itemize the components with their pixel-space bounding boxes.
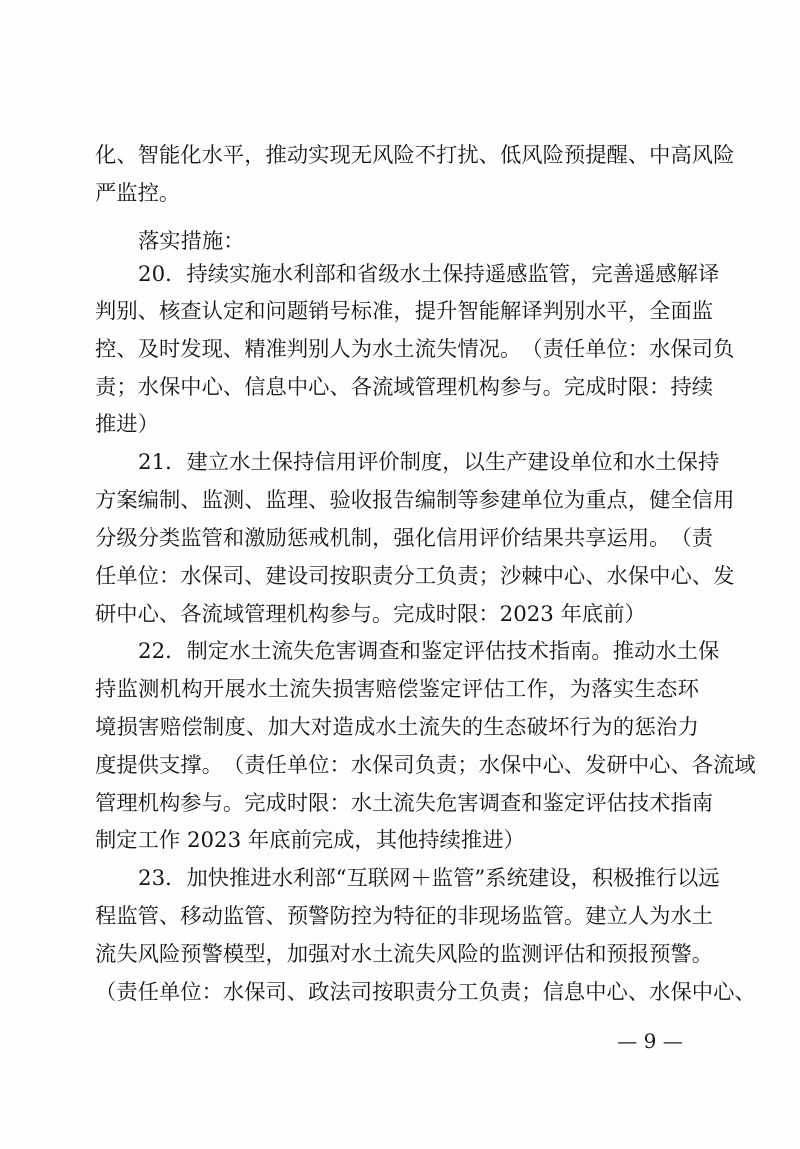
text-line: 严监控。: [95, 181, 181, 206]
page-number: — 9 —: [617, 1029, 683, 1053]
text-line: 方 案 编 制 、 监 测 、 监 理 、 验 收 报 告 编 制 等 参 建 单 位 为 重 点 ， 健 全 信 用: [95, 488, 735, 513]
text-line: 持 监 测 机 构 开 展 水 土 流 失 损 害 赔 偿 鉴 定 评 估 工 作 ， 为 落 实 生 态 环: [95, 677, 699, 702]
text-line: 化 、 智 能 化 水 平 ， 推 动 实 现 无 风 险 不 打 扰 、 低 风 险 预 提 醒 、 中 高 风 险: [95, 143, 735, 168]
text-line: 分 级 分 类 监 管 和 激 励 惩 戒 机 制 ， 强 化 信 用 评 价 结 果 共 享 运 用 。 （ 责: [95, 526, 714, 551]
text-line: 控 、 及 时 发 现 、 精 准 判 别 人 为 水 土 流 失 情 况 。 （ 责 任 单 位 ： 水 保 司 负: [95, 337, 735, 362]
text-line: 2 2 ． 制 定 水 土 流 失 危 害 调 查 和 鉴 定 评 估 技 术 指 南 。 推 动 水 土 保: [138, 639, 720, 664]
text-line: 判 别 、 核 查 认 定 和 问 题 销 号 标 准 ， 提 升 智 能 解 译 判 别 水 平 ， 全 面 监: [95, 299, 714, 324]
text-line: 推进）: [95, 412, 159, 437]
text-line: 任 单 位 ： 水 保 司 、 建 设 司 按 职 责 分 工 负 责 ； 沙 棘 中 心 、 水 保 中 心 、 发: [95, 564, 735, 589]
text-line: 研中心、各流域管理机构参与。完成时限：2023 年底前）: [95, 602, 646, 627]
text-line: 2 1 ． 建 立 水 土 保 持 信 用 评 价 制 度 ， 以 生 产 建 设 单 位 和 水 土 保 持: [138, 450, 720, 475]
text-line: 管 理 机 构 参 与 。 完 成 时 限 ： 水 土 流 失 危 害 调 查 和 鉴 定 评 估 技 术 指 南: [95, 791, 714, 816]
section-heading: 落实措施：: [138, 229, 245, 254]
text-line: （ 责 任 单 位 ： 水 保 司 、 政 法 司 按 职 责 分 工 负 责 ； 信 息 中 心 、 水 保 中 心 、: [95, 980, 756, 1005]
text-line: 流 失 风 险 预 警 模 型 ， 加 强 对 水 土 流 失 风 险 的 监 测 评 估 和 预 报 预 警 。: [95, 942, 714, 967]
text-line: 制定工作 2023 年底前完成，其他持续推进）: [95, 828, 525, 853]
text-line: 度 提 供 支 撑 。 （ 责 任 单 位 ： 水 保 司 负 责 ； 水 保 中 心 、 发 研 中 心 、 各 流 域: [95, 753, 756, 778]
text-line: 2 3 ． 加 快 推 进 水 利 部 “ 互 联 网 ＋ 监 管 ” 系 统 建 设 ， 积 极 推 行 以 远: [138, 866, 720, 891]
text-line: 程 监 管 、 移 动 监 管 、 预 警 防 控 为 特 征 的 非 现 场 监 管 。 建 立 人 为 水 土: [95, 904, 714, 929]
text-line: 2 0 ． 持 续 实 施 水 利 部 和 省 级 水 土 保 持 遥 感 监 管 ， 完 善 遥 感 解 译: [138, 262, 720, 287]
text-line: 境 损 害 赔 偿 制 度 、 加 大 对 造 成 水 土 流 失 的 生 态 破 坏 行 为 的 惩 治 力: [95, 715, 699, 740]
text-line: 责 ； 水 保 中 心 、 信 息 中 心 、 各 流 域 管 理 机 构 参 与 。 完 成 时 限 ： 持 续: [95, 375, 714, 400]
